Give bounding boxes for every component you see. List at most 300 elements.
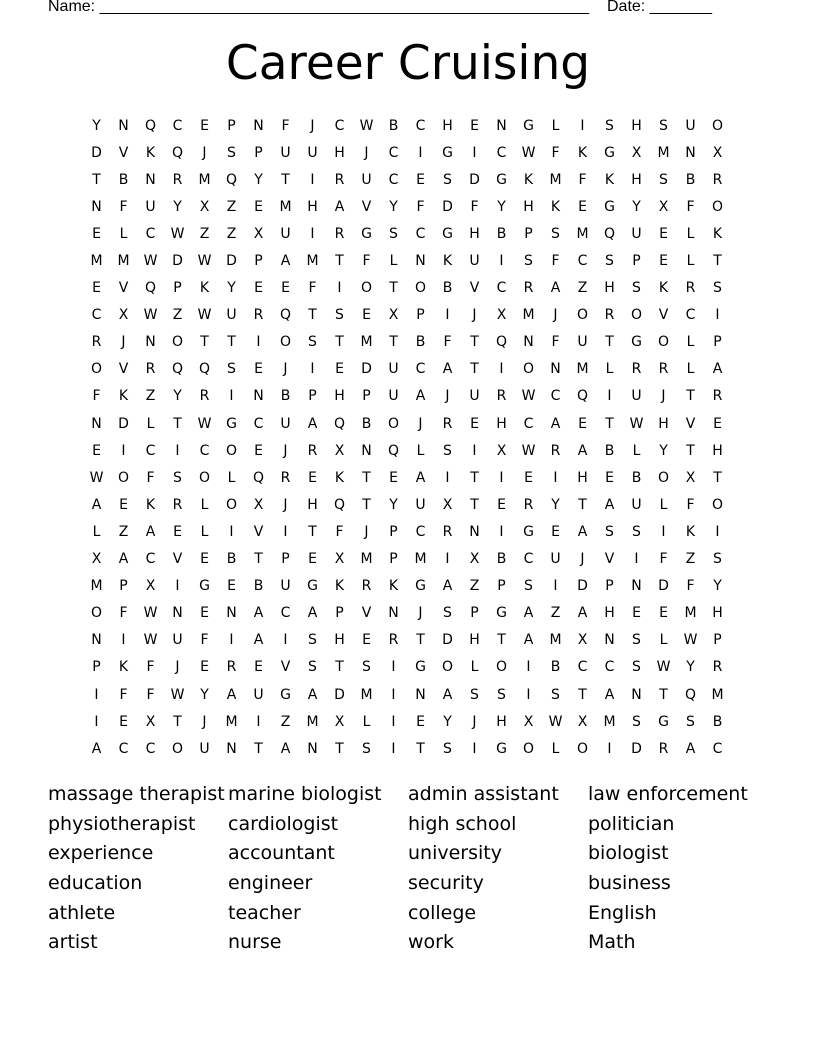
grid-cell[interactable]: C — [415, 361, 426, 378]
grid-cell[interactable]: F — [362, 253, 371, 270]
grid-cell[interactable]: U — [388, 388, 399, 405]
grid-cell[interactable]: H — [469, 225, 480, 242]
grid-cell[interactable]: O — [576, 307, 589, 324]
grid-cell[interactable]: R — [226, 659, 237, 676]
grid-cell[interactable]: L — [416, 442, 425, 459]
grid-cell[interactable]: E — [416, 171, 425, 188]
grid-cell[interactable]: R — [442, 415, 453, 432]
grid-cell[interactable]: A — [334, 198, 345, 215]
grid-cell[interactable]: R — [172, 496, 183, 513]
grid-cell[interactable]: D — [631, 740, 642, 757]
grid-cell[interactable]: M — [279, 198, 292, 215]
grid-cell[interactable]: I — [499, 253, 504, 270]
grid-cell[interactable]: N — [91, 415, 102, 432]
grid-cell[interactable]: U — [631, 388, 642, 405]
grid-cell[interactable]: Y — [254, 171, 263, 188]
grid-cell[interactable]: E — [119, 713, 128, 730]
grid-cell[interactable]: V — [118, 144, 129, 161]
grid-cell[interactable]: M — [684, 605, 697, 622]
grid-cell[interactable]: A — [253, 605, 264, 622]
grid-cell[interactable]: B — [253, 578, 264, 595]
grid-cell[interactable]: T — [200, 334, 209, 351]
grid-cell[interactable]: I — [472, 144, 477, 161]
grid-cell[interactable]: X — [199, 198, 210, 215]
grid-cell[interactable]: S — [632, 632, 641, 649]
grid-cell[interactable]: V — [118, 361, 129, 378]
grid-cell[interactable]: R — [604, 307, 615, 324]
grid-cell[interactable]: E — [227, 578, 236, 595]
grid-cell[interactable]: N — [307, 740, 318, 757]
grid-cell[interactable]: J — [418, 605, 423, 622]
grid-cell[interactable]: N — [91, 632, 102, 649]
grid-cell[interactable]: J — [553, 307, 558, 324]
grid-cell[interactable]: S — [389, 225, 398, 242]
grid-cell[interactable]: T — [335, 253, 344, 270]
grid-cell[interactable]: R — [496, 388, 507, 405]
grid-cell[interactable]: S — [443, 171, 452, 188]
grid-cell[interactable]: I — [499, 361, 504, 378]
grid-cell[interactable]: Y — [443, 713, 452, 730]
grid-cell[interactable]: X — [658, 198, 669, 215]
grid-cell[interactable]: H — [307, 198, 318, 215]
grid-cell[interactable]: N — [496, 117, 507, 134]
grid-cell[interactable]: K — [334, 578, 345, 595]
grid-cell[interactable]: L — [470, 659, 479, 676]
grid-cell[interactable]: Q — [495, 334, 508, 351]
grid-cell[interactable]: O — [225, 496, 238, 513]
grid-cell[interactable]: T — [470, 496, 479, 513]
grid-cell[interactable]: V — [658, 307, 669, 324]
grid-cell[interactable]: M — [522, 307, 535, 324]
grid-cell[interactable]: R — [523, 496, 534, 513]
grid-cell[interactable]: T — [362, 469, 371, 486]
grid-cell[interactable]: I — [94, 686, 99, 703]
grid-cell[interactable]: O — [522, 361, 535, 378]
grid-cell[interactable]: S — [551, 225, 560, 242]
grid-cell[interactable]: G — [361, 225, 372, 242]
grid-cell[interactable]: Q — [171, 144, 184, 161]
grid-cell[interactable]: I — [526, 686, 531, 703]
grid-cell[interactable]: H — [712, 605, 723, 622]
grid-cell[interactable]: S — [632, 523, 641, 540]
grid-cell[interactable]: J — [310, 117, 315, 134]
grid-cell[interactable]: F — [335, 523, 344, 540]
grid-cell[interactable]: B — [118, 171, 129, 188]
grid-cell[interactable]: L — [659, 496, 668, 513]
grid-cell[interactable]: D — [172, 253, 183, 270]
grid-cell[interactable]: R — [550, 442, 561, 459]
grid-cell[interactable]: L — [551, 117, 560, 134]
grid-cell[interactable]: W — [629, 415, 644, 432]
grid-cell[interactable]: K — [685, 523, 696, 540]
grid-cell[interactable]: I — [634, 551, 639, 568]
grid-cell[interactable]: T — [713, 253, 722, 270]
grid-cell[interactable]: I — [445, 469, 450, 486]
grid-cell[interactable]: E — [578, 415, 587, 432]
grid-cell[interactable]: N — [415, 253, 426, 270]
grid-cell[interactable]: H — [469, 632, 480, 649]
grid-cell[interactable]: M — [306, 253, 319, 270]
grid-cell[interactable]: I — [310, 225, 315, 242]
grid-cell[interactable]: T — [470, 334, 479, 351]
grid-cell[interactable]: R — [280, 469, 291, 486]
grid-cell[interactable]: S — [308, 632, 317, 649]
grid-cell[interactable]: A — [550, 280, 561, 297]
grid-cell[interactable]: R — [388, 632, 399, 649]
grid-cell[interactable]: H — [577, 469, 588, 486]
grid-cell[interactable]: F — [551, 253, 560, 270]
grid-cell[interactable]: R — [442, 523, 453, 540]
grid-cell[interactable]: U — [469, 253, 480, 270]
grid-cell[interactable]: X — [334, 713, 345, 730]
grid-cell[interactable]: W — [548, 713, 563, 730]
grid-cell[interactable]: D — [334, 686, 345, 703]
grid-cell[interactable]: S — [659, 117, 668, 134]
grid-cell[interactable]: E — [200, 605, 209, 622]
grid-cell[interactable]: A — [577, 523, 588, 540]
grid-cell[interactable]: T — [686, 388, 695, 405]
grid-cell[interactable]: U — [280, 578, 291, 595]
grid-cell[interactable]: F — [146, 469, 155, 486]
grid-cell[interactable]: R — [658, 361, 669, 378]
grid-cell[interactable]: E — [659, 253, 668, 270]
grid-cell[interactable]: P — [119, 578, 128, 595]
grid-cell[interactable]: E — [524, 469, 533, 486]
grid-cell[interactable]: K — [118, 388, 129, 405]
grid-cell[interactable]: S — [443, 605, 452, 622]
grid-cell[interactable]: T — [335, 740, 344, 757]
grid-cell[interactable]: P — [632, 253, 641, 270]
grid-cell[interactable]: U — [415, 496, 426, 513]
grid-cell[interactable]: T — [659, 686, 668, 703]
grid-cell[interactable]: K — [388, 578, 399, 595]
grid-cell[interactable]: A — [550, 415, 561, 432]
grid-cell[interactable]: H — [334, 144, 345, 161]
grid-cell[interactable]: E — [551, 523, 560, 540]
grid-cell[interactable]: X — [523, 713, 534, 730]
grid-cell[interactable]: A — [604, 686, 615, 703]
grid-cell[interactable]: O — [90, 361, 103, 378]
grid-cell[interactable]: A — [253, 632, 264, 649]
grid-cell[interactable]: F — [686, 578, 695, 595]
grid-cell[interactable]: D — [469, 171, 480, 188]
grid-cell[interactable]: R — [334, 225, 345, 242]
grid-cell[interactable]: A — [280, 253, 291, 270]
grid-cell[interactable]: D — [361, 361, 372, 378]
grid-cell[interactable]: R — [523, 280, 534, 297]
grid-cell[interactable]: S — [227, 361, 236, 378]
grid-cell[interactable]: Z — [550, 605, 561, 622]
grid-cell[interactable]: H — [631, 171, 642, 188]
grid-cell[interactable]: U — [550, 551, 561, 568]
grid-cell[interactable]: T — [308, 307, 317, 324]
grid-cell[interactable]: C — [280, 605, 291, 622]
grid-cell[interactable]: I — [337, 280, 342, 297]
grid-cell[interactable]: N — [469, 523, 480, 540]
grid-cell[interactable]: V — [469, 280, 480, 297]
grid-cell[interactable]: I — [256, 713, 261, 730]
grid-cell[interactable]: H — [658, 415, 669, 432]
grid-cell[interactable]: J — [202, 713, 207, 730]
grid-cell[interactable]: E — [470, 117, 479, 134]
grid-cell[interactable]: Q — [576, 388, 589, 405]
grid-cell[interactable]: I — [283, 632, 288, 649]
grid-cell[interactable]: X — [145, 713, 156, 730]
grid-cell[interactable]: F — [308, 280, 317, 297]
grid-cell[interactable]: V — [361, 198, 372, 215]
grid-cell[interactable]: T — [713, 469, 722, 486]
grid-cell[interactable]: T — [416, 740, 425, 757]
grid-cell[interactable]: U — [226, 307, 237, 324]
grid-cell[interactable]: I — [607, 388, 612, 405]
grid-cell[interactable]: J — [283, 496, 288, 513]
grid-cell[interactable]: I — [472, 740, 477, 757]
grid-cell[interactable]: Z — [145, 388, 156, 405]
grid-cell[interactable]: N — [172, 605, 183, 622]
grid-cell[interactable]: A — [442, 578, 453, 595]
grid-cell[interactable]: S — [686, 713, 695, 730]
grid-cell[interactable]: I — [229, 388, 234, 405]
grid-cell[interactable]: F — [443, 334, 452, 351]
grid-cell[interactable]: X — [91, 551, 102, 568]
grid-cell[interactable]: T — [308, 523, 317, 540]
grid-cell[interactable]: P — [389, 551, 398, 568]
grid-cell[interactable]: O — [387, 415, 400, 432]
grid-cell[interactable]: U — [280, 415, 291, 432]
grid-cell[interactable]: T — [335, 659, 344, 676]
grid-cell[interactable]: W — [197, 415, 212, 432]
grid-cell[interactable]: A — [91, 740, 102, 757]
grid-cell[interactable]: X — [442, 496, 453, 513]
grid-cell[interactable]: U — [253, 686, 264, 703]
grid-cell[interactable]: V — [361, 605, 372, 622]
grid-cell[interactable]: E — [92, 442, 101, 459]
grid-cell[interactable]: Q — [198, 361, 211, 378]
grid-cell[interactable]: P — [92, 659, 101, 676]
grid-cell[interactable]: G — [307, 578, 318, 595]
grid-cell[interactable]: H — [712, 442, 723, 459]
grid-cell[interactable]: W — [521, 388, 536, 405]
grid-cell[interactable]: X — [253, 225, 264, 242]
grid-cell[interactable]: W — [197, 253, 212, 270]
grid-cell[interactable]: K — [523, 171, 534, 188]
grid-cell[interactable]: P — [362, 388, 371, 405]
grid-cell[interactable]: D — [118, 415, 129, 432]
grid-cell[interactable]: O — [711, 496, 724, 513]
grid-cell[interactable]: A — [280, 740, 291, 757]
grid-cell[interactable]: T — [389, 334, 398, 351]
grid-cell[interactable]: S — [632, 713, 641, 730]
grid-cell[interactable]: H — [523, 198, 534, 215]
grid-cell[interactable]: V — [280, 659, 291, 676]
grid-cell[interactable]: I — [499, 469, 504, 486]
grid-cell[interactable]: J — [472, 307, 477, 324]
grid-cell[interactable]: L — [686, 334, 695, 351]
grid-cell[interactable]: W — [170, 225, 185, 242]
grid-cell[interactable]: Q — [144, 117, 157, 134]
grid-cell[interactable]: I — [445, 551, 450, 568]
grid-cell[interactable]: I — [553, 578, 558, 595]
grid-cell[interactable]: Z — [577, 280, 588, 297]
grid-cell[interactable]: F — [119, 686, 128, 703]
grid-cell[interactable]: R — [712, 659, 723, 676]
grid-cell[interactable]: E — [92, 225, 101, 242]
grid-cell[interactable]: A — [442, 686, 453, 703]
grid-cell[interactable]: R — [658, 740, 669, 757]
grid-cell[interactable]: L — [92, 523, 101, 540]
grid-cell[interactable]: I — [229, 523, 234, 540]
grid-cell[interactable]: V — [604, 551, 615, 568]
grid-cell[interactable]: C — [388, 144, 399, 161]
grid-cell[interactable]: R — [199, 388, 210, 405]
grid-cell[interactable]: T — [470, 469, 479, 486]
grid-cell[interactable]: A — [523, 605, 534, 622]
grid-cell[interactable]: F — [416, 198, 425, 215]
grid-cell[interactable]: H — [604, 280, 615, 297]
grid-cell[interactable]: I — [391, 659, 396, 676]
grid-cell[interactable]: J — [661, 388, 666, 405]
grid-cell[interactable]: P — [308, 388, 317, 405]
grid-cell[interactable]: Z — [280, 713, 291, 730]
grid-cell[interactable]: L — [200, 496, 209, 513]
grid-cell[interactable]: I — [715, 307, 720, 324]
grid-cell[interactable]: P — [281, 551, 290, 568]
grid-cell[interactable]: F — [686, 496, 695, 513]
grid-cell[interactable]: U — [469, 388, 480, 405]
grid-cell[interactable]: I — [418, 144, 423, 161]
grid-cell[interactable]: G — [496, 171, 507, 188]
grid-cell[interactable]: G — [496, 740, 507, 757]
grid-cell[interactable]: J — [283, 442, 288, 459]
grid-cell[interactable]: M — [549, 632, 562, 649]
grid-cell[interactable]: T — [578, 496, 587, 513]
grid-cell[interactable]: M — [90, 253, 103, 270]
grid-cell[interactable]: T — [92, 171, 101, 188]
grid-cell[interactable]: R — [631, 361, 642, 378]
grid-cell[interactable]: C — [172, 117, 183, 134]
grid-cell[interactable]: S — [335, 307, 344, 324]
grid-cell[interactable]: W — [656, 659, 671, 676]
grid-cell[interactable]: L — [362, 713, 371, 730]
grid-cell[interactable]: M — [360, 334, 373, 351]
grid-cell[interactable]: I — [94, 713, 99, 730]
grid-cell[interactable]: R — [307, 442, 318, 459]
grid-cell[interactable]: E — [713, 415, 722, 432]
grid-cell[interactable]: G — [442, 144, 453, 161]
grid-cell[interactable]: A — [442, 361, 453, 378]
grid-cell[interactable]: B — [226, 551, 237, 568]
grid-cell[interactable]: U — [307, 144, 318, 161]
grid-cell[interactable]: C — [145, 225, 156, 242]
grid-cell[interactable]: O — [522, 740, 535, 757]
grid-cell[interactable]: C — [604, 659, 615, 676]
grid-cell[interactable]: I — [391, 713, 396, 730]
grid-cell[interactable]: M — [657, 144, 670, 161]
grid-cell[interactable]: F — [470, 198, 479, 215]
grid-cell[interactable]: E — [605, 469, 614, 486]
grid-cell[interactable]: S — [443, 442, 452, 459]
grid-cell[interactable]: L — [119, 225, 128, 242]
grid-cell[interactable]: O — [630, 307, 643, 324]
grid-cell[interactable]: O — [117, 469, 130, 486]
grid-cell[interactable]: X — [631, 144, 642, 161]
grid-cell[interactable]: X — [388, 307, 399, 324]
grid-cell[interactable]: L — [686, 225, 695, 242]
grid-cell[interactable]: L — [686, 253, 695, 270]
grid-cell[interactable]: Y — [659, 442, 668, 459]
grid-cell[interactable]: C — [415, 117, 426, 134]
grid-cell[interactable]: G — [631, 334, 642, 351]
grid-cell[interactable]: S — [362, 740, 371, 757]
grid-cell[interactable]: E — [416, 713, 425, 730]
grid-cell[interactable]: U — [199, 740, 210, 757]
grid-cell[interactable]: P — [713, 334, 722, 351]
grid-cell[interactable]: P — [497, 578, 506, 595]
grid-cell[interactable]: A — [577, 605, 588, 622]
grid-cell[interactable]: E — [308, 551, 317, 568]
grid-cell[interactable]: T — [281, 171, 290, 188]
grid-cell[interactable]: S — [551, 686, 560, 703]
grid-cell[interactable]: U — [388, 361, 399, 378]
grid-cell[interactable]: N — [118, 117, 129, 134]
grid-cell[interactable]: W — [143, 253, 158, 270]
grid-cell[interactable]: O — [90, 605, 103, 622]
grid-cell[interactable]: V — [118, 280, 129, 297]
grid-cell[interactable]: L — [686, 361, 695, 378]
grid-cell[interactable]: Y — [227, 280, 236, 297]
grid-cell[interactable]: A — [145, 523, 156, 540]
grid-cell[interactable]: R — [361, 578, 372, 595]
grid-cell[interactable]: Q — [279, 307, 292, 324]
grid-cell[interactable]: B — [415, 334, 426, 351]
grid-cell[interactable]: G — [523, 523, 534, 540]
grid-cell[interactable]: E — [362, 632, 371, 649]
grid-cell[interactable]: B — [388, 117, 399, 134]
grid-cell[interactable]: T — [173, 713, 182, 730]
grid-cell[interactable]: O — [414, 280, 427, 297]
grid-cell[interactable]: X — [577, 632, 588, 649]
grid-cell[interactable]: L — [389, 253, 398, 270]
grid-cell[interactable]: M — [576, 225, 589, 242]
grid-cell[interactable]: Z — [226, 225, 237, 242]
grid-cell[interactable]: B — [550, 659, 561, 676]
grid-cell[interactable]: Q — [333, 415, 346, 432]
grid-cell[interactable]: G — [496, 605, 507, 622]
grid-cell[interactable]: G — [442, 225, 453, 242]
grid-cell[interactable]: I — [121, 632, 126, 649]
grid-cell[interactable]: S — [632, 659, 641, 676]
grid-cell[interactable]: A — [307, 605, 318, 622]
grid-cell[interactable]: F — [281, 117, 290, 134]
grid-cell[interactable]: U — [145, 198, 156, 215]
grid-cell[interactable]: X — [496, 442, 507, 459]
grid-cell[interactable]: T — [578, 686, 587, 703]
grid-cell[interactable]: X — [496, 307, 507, 324]
grid-cell[interactable]: J — [121, 334, 126, 351]
grid-cell[interactable]: A — [307, 415, 318, 432]
grid-cell[interactable]: B — [361, 415, 372, 432]
grid-cell[interactable]: G — [280, 686, 291, 703]
grid-cell[interactable]: C — [118, 740, 129, 757]
grid-cell[interactable]: H — [496, 713, 507, 730]
grid-cell[interactable]: Y — [389, 198, 398, 215]
grid-cell[interactable]: I — [472, 442, 477, 459]
grid-cell[interactable]: W — [170, 686, 185, 703]
grid-cell[interactable]: N — [631, 686, 642, 703]
grid-cell[interactable]: D — [577, 578, 588, 595]
grid-cell[interactable]: N — [631, 578, 642, 595]
grid-cell[interactable]: I — [526, 659, 531, 676]
